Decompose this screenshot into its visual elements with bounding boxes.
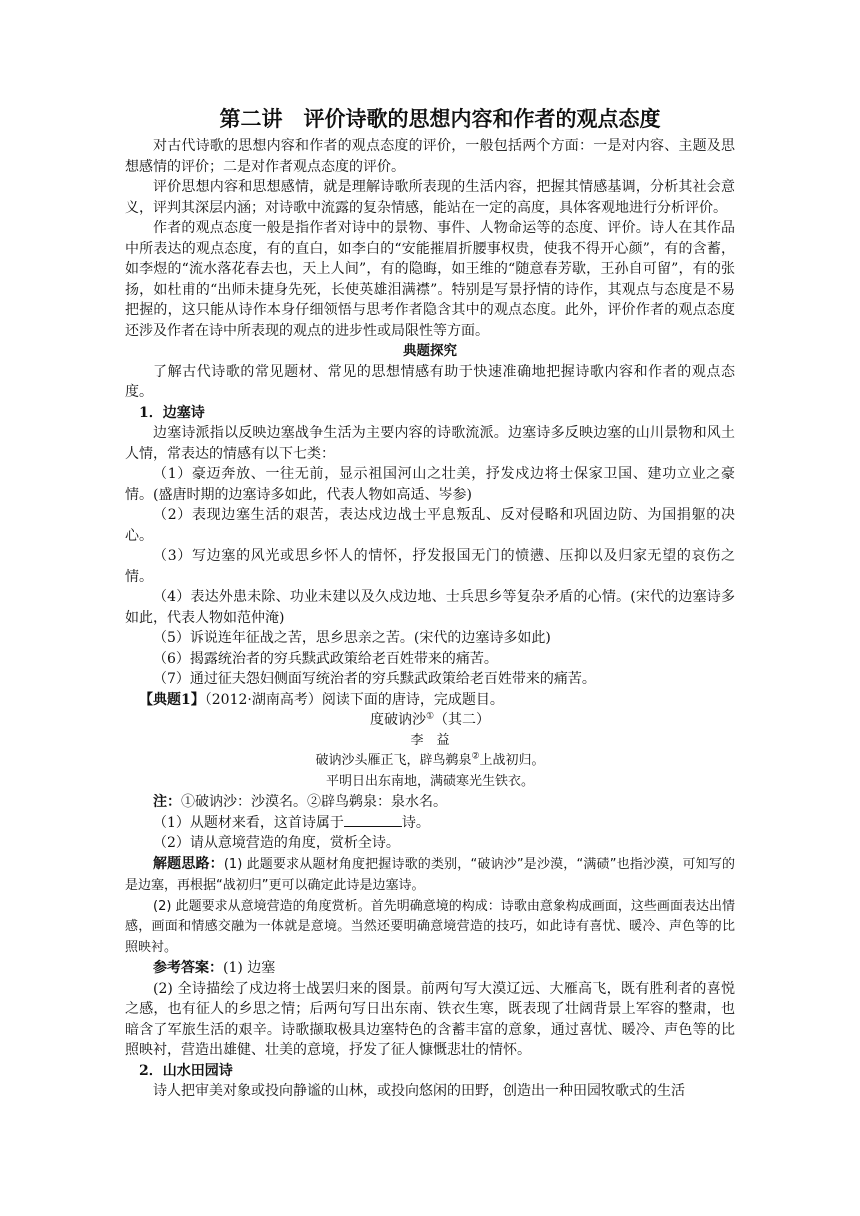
notes-label: 注： bbox=[153, 794, 181, 810]
topic1-heading: 1．边塞诗 bbox=[139, 404, 205, 421]
topic1-item-3: （3）写边塞的风光或思乡怀人的情怀，抒发报国无门的愤懑、压抑以及归家无望的哀伤之情。 bbox=[125, 548, 735, 585]
poem-title-text: 度破讷沙 bbox=[369, 712, 426, 728]
analysis-2: (2) 此题要求从意境营造的角度赏析。首先明确意境的构成：诗歌由意象构成画面，这些画面表达出情感，画面和情感交融为一体就是意境。当然还要明确意境营造的技巧，如此诗有喜忧、暖冷、声色等的比照映衬。 bbox=[125, 898, 735, 955]
poem-title-footnote-mark: ① bbox=[425, 711, 435, 722]
poem-title bbox=[125, 710, 735, 731]
poem-title-suffix: （其二） bbox=[434, 712, 491, 728]
poem-line-1-b: 上战初归。 bbox=[479, 753, 545, 768]
example1-label: 【典题1】 bbox=[139, 691, 205, 708]
question-1-text: （1）从题材来看，这首诗属于 bbox=[153, 814, 344, 831]
page-title: 第二讲 评价诗歌的思想内容和作者的观点态度 bbox=[219, 106, 661, 131]
example1-prompt bbox=[125, 690, 735, 711]
answer-1-text: (1) 边塞 bbox=[223, 960, 276, 976]
section-heading: 典题探究 bbox=[403, 343, 457, 359]
answer-2: (2) 全诗描绘了戍边将士战罢归来的图景。前两句写大漠辽远、大雁高飞，既有胜利者的喜悦之感，也有征人的乡思之情；后两句写日出东南、铁衣生寒，既表现了壮阔背景上军容的整肃，也暗含了军旅生活的艰辛。诗歌撷取极具边塞特色的含蓄丰富的意象，通过喜忧、暖冷、声色等的比照映衬，营造出雄健、壮美的意境，抒发了征人慷慨悲壮的情怀。 bbox=[125, 980, 735, 1058]
intro-paragraph-3: 作者的观点态度一般是指作者对诗中的景物、事件、人物命运等的态度、评价。诗人在其作品中所表达的观点态度，有的直白，如李白的“安能摧眉折腰事权贵，使我不得开心颜”，有的含蓄，如李煜的“流水落花春去也，天上人间”，有的隐晦，如王维的“随意春芳歇，王孙自可留”，有的张扬，如杜甫的“出师未捷身先死，长使英雄泪满襟”。特别是写景抒情的诗作，其观点与态度是不易把握的，这只能从诗作本身仔细领悟与思考作者隐含其中的观点态度。此外，评价作者的观点态度还涉及作者在诗中所表现的观点的进步性或局限性等方面。 bbox=[125, 220, 735, 339]
answer-1 bbox=[125, 958, 735, 979]
topic1-item-1: （1）豪迈奔放、一往无前，显示祖国河山之壮美，抒发戍边将士保家卫国、建功立业之豪情。(盛唐时期的边塞诗多如此，代表人物如高适、岑参) bbox=[125, 466, 735, 503]
answer-blank[interactable] bbox=[344, 814, 402, 827]
topic1-desc: 边塞诗派指以反映边塞战争生活为主要内容的诗歌流派。边塞诗多反映边塞的山川景物和风土人情，常表达的情感有以下七类： bbox=[125, 425, 735, 462]
topic2-desc: 诗人把审美对象或投向静谧的山林，或投向悠闲的田野，创造出一种田园牧歌式的生活 bbox=[153, 1083, 685, 1099]
question-1-suffix: 诗。 bbox=[401, 814, 430, 831]
poem-line-2: 平明日出东南地，满碛寒光生铁衣。 bbox=[325, 773, 534, 789]
question-1 bbox=[125, 813, 735, 834]
poem-notes bbox=[125, 792, 735, 813]
topic1-item-6: （6）揭露统治者的穷兵黩武政策给老百姓带来的痛苦。 bbox=[153, 650, 498, 667]
topic1-item-5: （5）诉说连年征战之苦，思乡思亲之苦。(宋代的边塞诗多如此) bbox=[153, 630, 551, 646]
poem-line-1 bbox=[125, 751, 735, 772]
intro-paragraph-1: 对古代诗歌的思想内容和作者的观点态度的评价，一般包括两个方面：一是对内容、主题及思想感情的评价；二是对作者观点态度的评价。 bbox=[125, 138, 735, 175]
topic1-item-2: （2）表现边塞生活的艰苦，表达戍边战士平息叛乱、反对侵略和巩固边防、为国捐躯的决心。 bbox=[125, 507, 735, 544]
poem-author: 李 益 bbox=[410, 732, 450, 748]
intro-paragraph-2: 评价思想内容和思想感情，就是理解诗歌所表现的生活内容，把握其情感基调，分析其社会意义，评判其深层内涵；对诗歌中流露的复杂情感，能站在一定的高度，具体客观地进行分析评价。 bbox=[125, 179, 735, 216]
section-intro: 了解古代诗歌的常见题材、常见的思想情感有助于快速准确地把握诗歌内容和作者的观点态度。 bbox=[125, 363, 735, 400]
poem-line-1-a: 破讷沙头雁正飞，辟鸟鹈泉 bbox=[315, 753, 472, 768]
answer-label: 参考答案： bbox=[153, 960, 223, 976]
example1-source: （2012·湖南高考）阅读下面的唐诗，完成题目。 bbox=[204, 691, 504, 708]
analysis-1 bbox=[125, 854, 735, 897]
topic2-heading: 2．山水田园诗 bbox=[139, 1062, 233, 1079]
document-body bbox=[125, 102, 735, 1102]
question-2: （2）请从意境营造的角度，赏析全诗。 bbox=[153, 835, 400, 851]
topic1-item-4: （4）表达外患未除、功业未建以及久戍边地、士兵思乡等复杂矛盾的心情。(宋代的边塞诗多如此，代表人物如范仲淹) bbox=[125, 589, 735, 626]
analysis-1-text: (1) 此题要求从题材角度把握诗歌的类别，“破讷沙”是沙漠，“满碛”也指沙漠，可知写的是边塞，再根据“战初归”更可以确定此诗是边塞诗。 bbox=[125, 856, 735, 893]
analysis-label: 解题思路： bbox=[153, 855, 224, 872]
topic1-item-7: （7）通过征夫怨妇侧面写统治者的穷兵黩武政策给老百姓带来的痛苦。 bbox=[153, 671, 596, 687]
notes-text: ①破讷沙：沙漠名。②辟鸟鹈泉：泉水名。 bbox=[181, 794, 447, 810]
poem-line-1-footnote-mark: ② bbox=[471, 751, 480, 762]
